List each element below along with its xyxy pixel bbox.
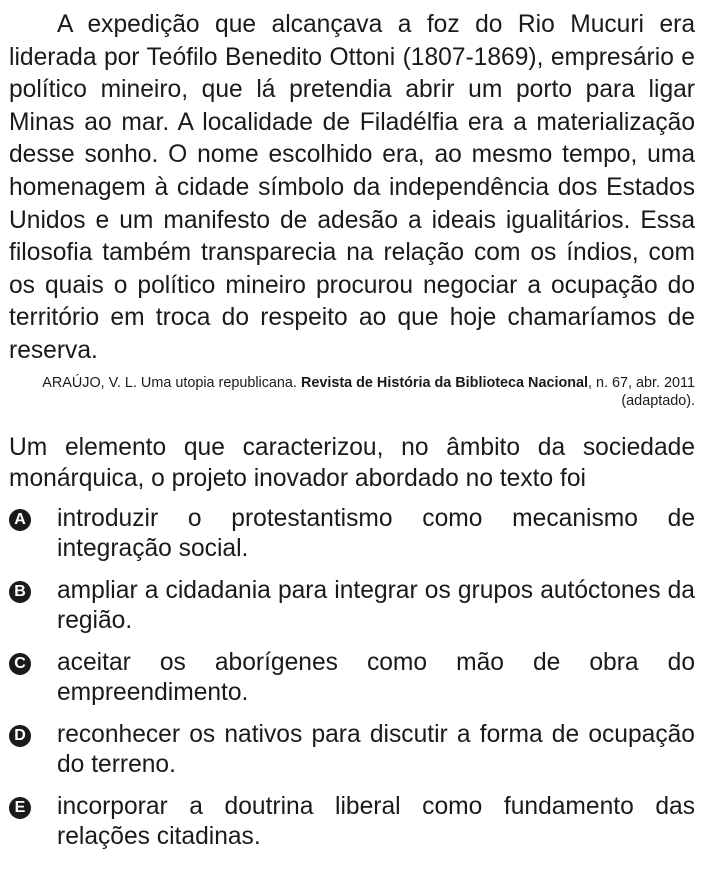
option-d-letter-icon: D bbox=[9, 725, 31, 747]
option-b-letter-icon: B bbox=[9, 581, 31, 603]
option-c-letter-icon: C bbox=[9, 653, 31, 675]
source-author-title: ARAÚJO, V. L. Uma utopia republicana. bbox=[42, 374, 301, 391]
option-b-text: ampliar a cidadania para integrar os grupos autóctones da região. bbox=[57, 576, 695, 635]
option-e-text: incorporar a doutrina liberal como fundamento das relações citadinas. bbox=[57, 792, 695, 851]
source-citation bbox=[9, 374, 695, 410]
option-d-text: reconhecer os nativos para discutir a forma de ocupação do terreno. bbox=[57, 720, 695, 779]
answer-options bbox=[9, 504, 695, 853]
option-d[interactable] bbox=[9, 720, 695, 781]
question-stem: Um elemento que caracterizou, no âmbito da sociedade monárquica, o projeto inovador abordado no texto foi bbox=[9, 433, 695, 492]
option-a-letter-icon: A bbox=[9, 509, 31, 531]
option-e[interactable] bbox=[9, 792, 695, 853]
option-b[interactable] bbox=[9, 576, 695, 637]
option-a-text: introduzir o protestantismo como mecanismo de integração social. bbox=[57, 504, 695, 563]
option-a[interactable] bbox=[9, 504, 695, 565]
option-c[interactable] bbox=[9, 648, 695, 709]
option-c-text: aceitar os aborígenes como mão de obra do empreendimento. bbox=[57, 648, 695, 707]
source-details: , n. 67, abr. 2011 (adaptado). bbox=[588, 374, 695, 409]
source-journal: Revista de História da Biblioteca Nacional bbox=[300, 374, 589, 391]
passage-text: A expedição que alcançava a foz do Rio Mucuri era liderada por Teófilo Benedito Ottoni (1807-1869), empresário e político mineiro, que lá pretendia abrir um porto para ligar Minas ao mar. A localidade de Filadélfia era a materialização desse sonho. O nome escolhido era, ao mesmo tempo, uma homenagem à cidade símbolo da independência dos Estados Unidos e um manifesto de adesão a ideais igualitários. Essa filosofia também transparecia na relação com os índios, com os quais o político mineiro procurou negociar a ocupação do território em troca do respeito ao que hoje chamaríamos de reserva. bbox=[9, 11, 695, 364]
option-e-letter-icon: E bbox=[9, 797, 31, 819]
